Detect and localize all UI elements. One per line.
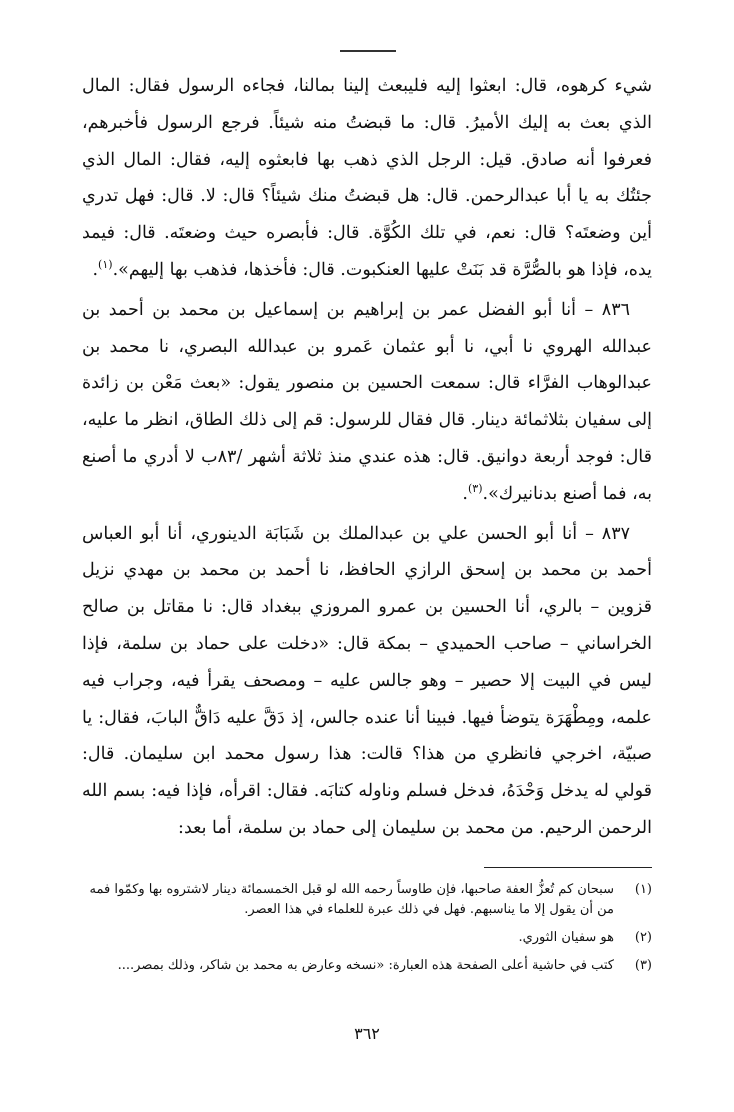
- paragraph-text: ٨٣٧ – أنا أبو الحسن علي بن عبدالملك بن شَبَابَة الدينوري، أنا أبو العباس أحمد بن محمد بن إسحق الرازي الحافظ، نا أحمد بن محمد بن مهدي نزيل قزوين – بالري، أنا الحسين بن عمرو المروزي ببغداد قال: نا مقاتل بن صالح الخراساني – صاحب الحميدي – بمكة قال: «دخلت على حماد بن سلمة، فإذا ليس في البيت إلا حصير – وهو جالس عليه – ومصحف يقرأ فيه، وجراب فيه علمه، ومِطْهَرَة يتوضأ فيها. فبينا أنا عنده جالس، إذ دَقَّ عليه دَاقٌّ البابَ، فقال: يا صبيّة، اخرجي فانظري من هذا؟ قالت: هذا رسول محمد ابن سليمان. قال: قولي له يدخل وَحْدَهُ، فدخل فسلم وناوله كتابَه. فقال: اقرأه، فإذا فيه: بسم الله الرحمن الرحيم. من محمد بن سليمان إلى حماد بن سلمة، أما بعد:: [82, 523, 652, 838]
- header-rule: [340, 50, 396, 52]
- footnote-number: (٣): [634, 958, 652, 973]
- paragraph-continuation: شيء كرهوه، قال: ابعثوا إليه فليبعث إلينا بمالنا، فجاءه الرسول فقال: المال الذي بعث به إليك الأميرُ. قال: ما قبضتُ منه شيئاً. فرجع الرسول فأخبرهم، فعرفوا أنه صادق. قيل: الرجل الذي ذهب بها فابعثوه إليه، فقال: المال الذي جئتُك به يا أبا عبدالرحمن. قال: هل قبضتُ منك شيئاً؟ قال: لا. قال: فهل تدري أين وضعتَه؟ قال: نعم، في تلك الكُوَّة. قال: فأبصره حيث وضعتَه. قال: فيمد يده، فإذا هو بالصُّرَّة قد بَنَتْ عليها العنكبوت. قال: فأخذها، فذهب بها إليهم».$^{(١)}$.: [82, 76, 652, 280]
- main-text-body: [82, 68, 652, 847]
- footnote-number: (٢): [634, 930, 652, 945]
- footnote-item: [82, 880, 652, 920]
- footnote-text: هو سفيان الثوري.: [518, 930, 614, 945]
- paragraph-text: ٨٣٦ – أنا أبو الفضل عمر بن إبراهيم بن إسماعيل بن محمد بن أحمد بن عبدالله الهروي نا أبي، نا أبو عثمان عَمرو بن عبدالله البصري، نا محمد بن عبدالوهاب الفرَّاء قال: سمعت الحسين بن منصور يقول: «بعث مَعْن بن زائدة إلى سفيان بثلاثمائة دينار. قال فقال للرسول: قم إلى ذلك الطاق، انظر ما عليه، قال: فوجد أربعة دوانيق. قال: هذه عندي منذ ثلاثة أشهر /٨٣ب لا أدري ما أصنع به، فما أصنع بدنانيرك».: [82, 299, 652, 504]
- paragraph-text: شيء كرهوه، قال: ابعثوا إليه فليبعث إلينا بمالنا، فجاءه الرسول فقال: المال الذي بعث به إليك الأميرُ. قال: ما قبضتُ منه شيئاً. فرجع الرسول فأخبرهم، فعرفوا أنه صادق. قيل: الرجل الذي ذهب بها فابعثوه إليه، فقال: المال الذي جئتُك به يا أبا عبدالرحمن. قال: هل قبضتُ منك شيئاً؟ قال: لا. قال: فهل تدري أين وضعتَه؟ قال: نعم، في تلك الكُوَّة. قال: فأبصره حيث وضعتَه. قال: فيمد يده، فإذا هو بالصُّرَّة قد بَنَتْ عليها العنكبوت. قال: فأخذها، فذهب بها إليهم».: [82, 76, 652, 280]
- footnote-text: سبحان كم تُعزُّ العفة صاحبها، فإن طاوساً رحمه الله لو قبل الخمسمائة دينار لاشتروه بها وكمّوا فمه من أن يقول إلا ما يناسبهم. فهل في ذلك عبرة للعلماء في هذا العصر.: [89, 882, 614, 917]
- footnote-ref: (٣): [468, 481, 483, 495]
- footnote-ref: (١): [98, 258, 113, 272]
- footnote-text: كتب في حاشية أعلى الصفحة هذه العبارة: «نسخه وعارض به محمد بن شاكر، وذلك بمصر....: [117, 958, 614, 973]
- paragraph-837: [82, 516, 652, 847]
- footnote-number: (١): [634, 882, 652, 897]
- paragraph-836: ٨٣٦ – أنا أبو الفضل عمر بن إبراهيم بن إسماعيل بن محمد بن أحمد بن عبدالله الهروي نا أبي، نا أبو عثمان عَمرو بن عبدالله البصري، نا محمد بن عبدالوهاب الفرَّاء قال: سمعت الحسين بن منصور يقول: «بعث مَعْن بن زائدة إلى سفيان بثلاثمائة دينار. قال فقال للرسول: قم إلى ذلك الطاق، انظر ما عليه، قال: فوجد أربعة دوانيق. قال: هذه عندي منذ ثلاثة أشهر /٨٣ب لا أدري ما أصنع به، فما أصنع بدنانيرك».$^{(٣)}$.: [82, 299, 652, 504]
- footnotes: [82, 880, 652, 984]
- page-number: ٣٦٢: [354, 1024, 380, 1043]
- footnote-separator: [484, 867, 652, 868]
- footnote-item: [82, 956, 652, 976]
- footnote-item: [82, 928, 652, 948]
